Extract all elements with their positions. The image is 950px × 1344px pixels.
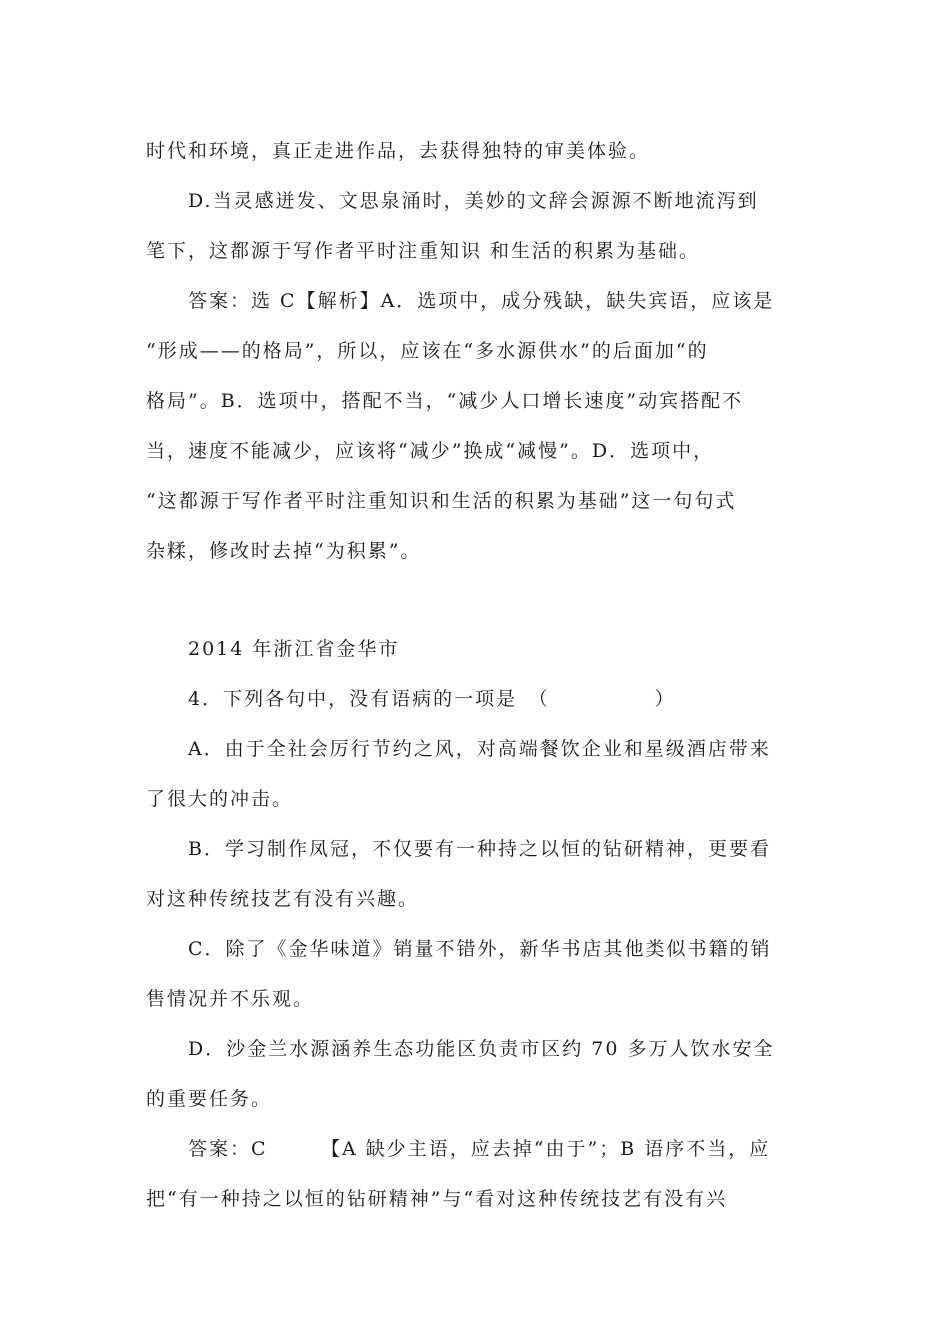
text-line: 笔下，这都源于写作者平时注重知识 和生活的积累为基础。 bbox=[146, 240, 701, 262]
option-c: C．除了《金华味道》销量不错外，新华书店其他类似书籍的销 bbox=[188, 938, 772, 960]
text-line: “形成——的格局”，所以，应该在“多水源供水”的后面加“的 bbox=[146, 340, 709, 362]
text-line: 当，速度不能减少，应该将“减少”换成“减慢”。D．选项中， bbox=[146, 440, 715, 462]
text-line: D.当灵感迸发、文思泉涌时，美妙的文辞会源源不断地流泻到 bbox=[188, 190, 759, 212]
option-a-cont: 了很大的冲击。 bbox=[146, 788, 294, 810]
answer-line: 答案：C 【A 缺少主语，应去掉“由于”；B 语序不当，应 bbox=[188, 1138, 771, 1160]
option-b-cont: 对这种传统技艺有没有兴趣。 bbox=[146, 888, 420, 910]
option-b: B．学习制作凤冠，不仅要有一种持之以恒的钻研精神，更要看 bbox=[188, 838, 771, 860]
text-line: 杂糅，修改时去掉“为积累”。 bbox=[146, 540, 422, 562]
option-c-cont: 售情况并不乐观。 bbox=[146, 988, 315, 1010]
option-d: D．沙金兰水源涵养生态功能区负责市区约 70 多万人饮水安全 bbox=[188, 1038, 775, 1060]
text-line: 时代和环境，真正走进作品，去获得独特的审美体验。 bbox=[146, 140, 651, 162]
option-d-cont: 的重要任务。 bbox=[146, 1088, 273, 1110]
option-a: A．由于全社会厉行节约之风，对高端餐饮企业和星级酒店带来 bbox=[188, 738, 771, 760]
text-line: 格局”。B．选项中，搭配不当，“减少人口增长速度”动宾搭配不 bbox=[146, 390, 744, 412]
text-line: “这都源于写作者平时注重知识和生活的积累为基础”这一句句式 bbox=[146, 490, 737, 512]
question-stem: 4．下列各句中，没有语病的一项是 （ ） bbox=[188, 688, 676, 710]
text-line: 答案：选 C【解析】A．选项中，成分残缺，缺失宾语，应该是 bbox=[188, 290, 775, 312]
section-heading: 2014 年浙江省金华市 bbox=[188, 638, 400, 660]
answer-cont: 把“有一种持之以恒的钻研精神”与“看对这种传统技艺有没有兴 bbox=[146, 1188, 728, 1210]
